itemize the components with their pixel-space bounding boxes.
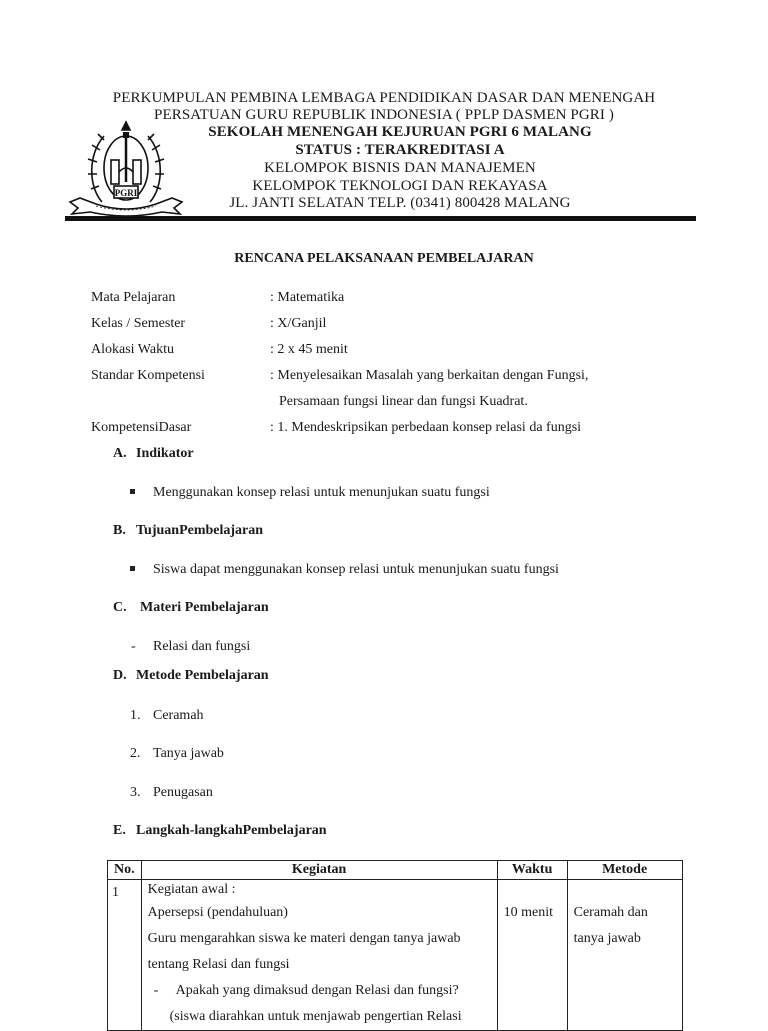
field-label: Kelas / Semester <box>91 316 186 331</box>
section-heading-tujuan <box>113 522 263 540</box>
section-letter: B. <box>113 523 126 538</box>
field-value: : Matematika <box>270 290 345 305</box>
section-title: TujuanPembelajaran <box>136 523 264 538</box>
cell-no: 1 <box>108 880 142 1031</box>
number-marker: 2. <box>130 746 141 761</box>
field-value: : 1. Mendeskripsikan perbedaan konsep relasi da fungsi <box>270 420 582 435</box>
letterhead-line-group-business: KELOMPOK BISNIS DAN MANAJEMEN <box>264 160 536 176</box>
field-value: : 2 x 45 menit <box>270 342 348 357</box>
list-item-text: Relasi dan fungsi <box>153 639 251 654</box>
letterhead-line-address: JL. JANTI SELATAN TELP. (0341) 800428 MALANG <box>229 195 571 211</box>
square-bullet-icon <box>130 561 135 579</box>
section-letter: A. <box>113 446 127 461</box>
list-item-text: Siswa dapat menggunakan konsep relasi untuk menunjukan suatu fungsi <box>153 562 559 577</box>
table-row <box>108 880 683 1031</box>
list-item-text: Menggunakan konsep relasi untuk menunjukan suatu fungsi <box>153 485 490 500</box>
list-item-text: Ceramah <box>153 708 204 723</box>
dash-marker: - <box>131 639 136 654</box>
section-letter: C. <box>113 600 127 615</box>
letterhead-line-group-technology: KELOMPOK TEKNOLOGI DAN REKAYASA <box>252 178 548 194</box>
field-label: Alokasi Waktu <box>91 342 174 357</box>
section-heading-metode <box>113 667 269 685</box>
cell-waktu <box>497 880 567 1031</box>
section-letter: E. <box>113 823 126 838</box>
letterhead-line-school-name: SEKOLAH MENENGAH KEJURUAN PGRI 6 MALANG <box>208 124 592 140</box>
field-label: KompetensiDasar <box>91 420 192 435</box>
dash-marker: - <box>153 983 159 998</box>
cell-metode <box>567 880 682 1031</box>
section-letter: D. <box>113 668 127 683</box>
cell-kegiatan <box>141 880 497 1031</box>
letterhead-divider <box>65 216 696 221</box>
pgri-emblem-icon <box>66 120 186 216</box>
kegiatan-question: Apakah yang dimaksud dengan Relasi dan fungsi? <box>175 983 459 998</box>
kegiatan-line <box>148 978 491 1004</box>
section-title: Metode Pembelajaran <box>136 668 269 683</box>
list-item-text: Penugasan <box>153 785 213 800</box>
section-title: Langkah-langkahPembelajaran <box>136 823 327 838</box>
field-value-continued: Persamaan fungsi linear dan fungsi Kuadrat. <box>279 394 528 409</box>
letterhead-line-status: STATUS : TERAKREDITASI A <box>295 142 505 158</box>
logo-text: PGRI <box>114 188 138 198</box>
kegiatan-line: tentang Relasi dan fungsi <box>147 957 290 972</box>
section-title: Materi Pembelajaran <box>140 600 269 615</box>
field-label: Standar Kompetensi <box>91 368 205 383</box>
square-bullet-icon <box>130 484 135 502</box>
column-header-metode: Metode <box>567 861 682 880</box>
section-heading-materi <box>113 599 269 617</box>
list-item-text: Tanya jawab <box>153 746 224 761</box>
kegiatan-line: (siswa diarahkan untuk menjawab pengertian Relasi <box>169 1009 462 1024</box>
kegiatan-line: Kegiatan awal : <box>147 882 236 897</box>
field-label: Mata Pelajaran <box>91 290 176 305</box>
number-marker: 1. <box>130 708 141 723</box>
table-header-row <box>108 861 683 880</box>
kegiatan-line: Apersepsi (pendahuluan) <box>147 905 288 920</box>
section-heading-indikator <box>113 445 194 463</box>
letterhead-line-association: PERSATUAN GURU REPUBLIK INDONESIA ( PPLP DASMEN PGRI ) <box>154 107 614 123</box>
field-value: : X/Ganjil <box>270 316 327 331</box>
waktu-value: 10 menit <box>503 905 554 920</box>
column-header-no: No. <box>108 861 142 880</box>
number-marker: 3. <box>130 785 141 800</box>
section-heading-langkah <box>113 822 327 840</box>
document-title: RENCANA PELAKSANAAN PEMBELAJARAN <box>234 251 534 266</box>
section-title: Indikator <box>136 446 194 461</box>
metode-line: tanya jawab <box>573 931 641 946</box>
letterhead-line-organization: PERKUMPULAN PEMBINA LEMBAGA PENDIDIKAN DASAR DAN MENENGAH <box>112 90 656 106</box>
metode-line: Ceramah dan <box>573 905 648 920</box>
column-header-kegiatan: Kegiatan <box>141 861 497 880</box>
kegiatan-line: Guru mengarahkan siswa ke materi dengan tanya jawab <box>147 931 461 946</box>
column-header-waktu: Waktu <box>497 861 567 880</box>
learning-steps-table <box>107 860 683 1031</box>
field-value: : Menyelesaikan Masalah yang berkaitan dengan Fungsi, <box>270 368 589 383</box>
